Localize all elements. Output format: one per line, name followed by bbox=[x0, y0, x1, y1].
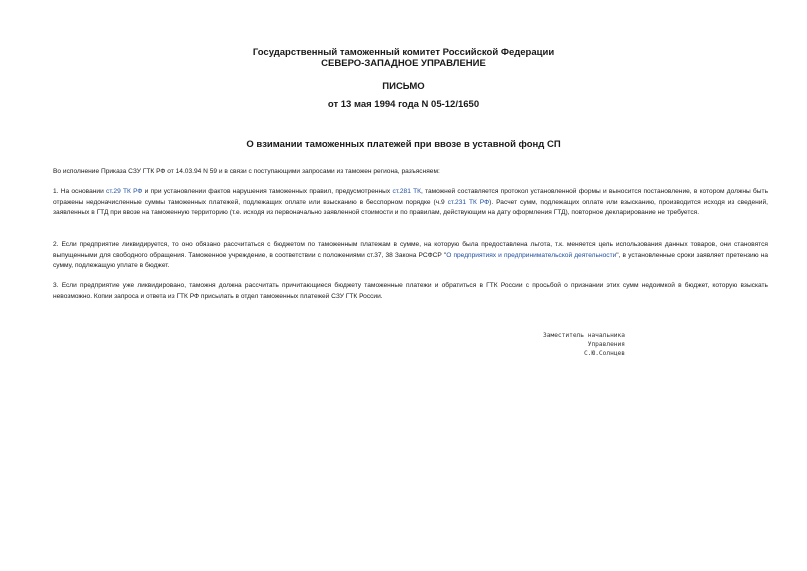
document-title: О взимании таможенных платежей при ввозе в уставной фонд СП bbox=[246, 139, 561, 150]
paragraph-3-text: 3. Если предприятие уже ликвидировано, таможня должна рассчитать причитающиеся бюджету таможенные платежи и обратиться в ГТК России с просьбой о признании этих сумм недоимкой в бюджет, которую взыскать невозможно. Копии запроса и ответа из ГТК РФ присылать в отдел таможенных платежей СЗУ ГТК России. bbox=[53, 282, 768, 300]
paragraph-1-text-b: и при установлении фактов нарушения таможенных правил, предусмотренных bbox=[142, 188, 393, 195]
intro-text: Во исполнение Приказа СЗУ ГТК РФ от 14.03.94 N 59 и в связи с поступающими запросами из таможен региона, разъясняем: bbox=[53, 168, 440, 175]
link-tk-art-231[interactable]: ст.231 ТК РФ bbox=[447, 198, 490, 206]
link-tk-art-281[interactable]: ст.281 ТК bbox=[392, 188, 421, 195]
intro-paragraph bbox=[53, 167, 768, 178]
document-date-number: от 13 мая 1994 года N 05-12/1650 bbox=[327, 99, 480, 110]
paragraph-1-text-a: 1. На основании bbox=[53, 188, 107, 195]
issuer-block bbox=[0, 47, 807, 69]
paragraph-1-text-d: ). Расчет сумм, подлежащих оплате или взысканию, производится исходя из сведений, заявленных в ГТД при ввозе на таможенную территорию (т.е. исходя из первоначально заявленной стоимости и по правилам, действующим на дату оформления ГТД), повторное декларирование не требуется. bbox=[53, 198, 768, 217]
link-tk-art-29[interactable]: ст.29 ТК РФ bbox=[106, 188, 143, 195]
paragraph-2 bbox=[53, 240, 768, 272]
signature-block bbox=[480, 331, 625, 358]
signatory-position: Заместитель начальника bbox=[543, 332, 625, 339]
signatory-department: Управления bbox=[587, 341, 625, 348]
document-type: ПИСЬМО bbox=[382, 81, 425, 92]
paragraph-1 bbox=[53, 187, 768, 219]
paragraph-3 bbox=[53, 281, 768, 302]
paragraph-1-text-c: , таможней составляется протокол установленной формы и выносится постановление, в котором должны быть отражены недоначисленные суммы таможенных платежей, подлежащих оплате или взысканию в бесспорном порядке (ч.9 bbox=[53, 188, 769, 206]
issuer-name: Государственный таможенный комитет Российской Федерации bbox=[252, 47, 555, 58]
issuer-department: СЕВЕРО-ЗАПАДНОЕ УПРАВЛЕНИЕ bbox=[321, 58, 486, 69]
paragraph-2-text-a: 2. Если предприятие ликвидируется, то оно обязано рассчитаться с бюджетом по таможенным платежам в сумме, на которую была предоставлена льгота, т.к. меняется цель использования данных товаров, они становятся выпущенными для свободного обращения. Таможенное учреждение, в соответствии с положениями ст.37, 38 Закона РСФСР " bbox=[53, 241, 768, 259]
signatory-name: С.Ю.Солнцев bbox=[584, 350, 625, 357]
paragraph-2-text-b: ", в установленные сроки заявляет претензию на сумму, подлежащую уплате в бюджет. bbox=[53, 251, 768, 270]
link-law-enterprises[interactable]: О предприятиях и предпринимательской деятельности bbox=[446, 251, 617, 259]
